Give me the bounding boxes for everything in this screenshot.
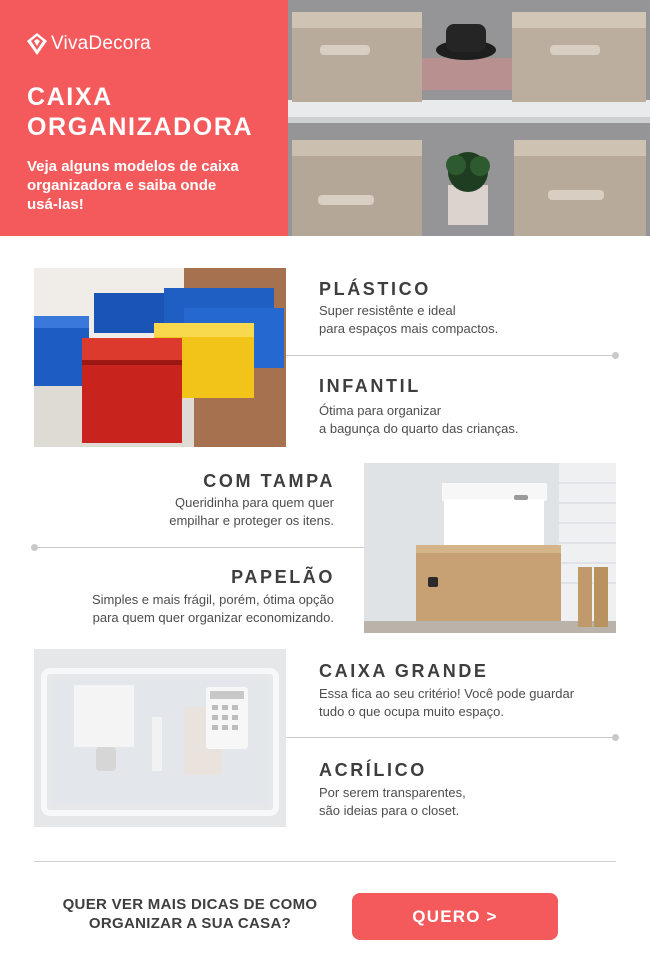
divider-dot: [612, 734, 619, 741]
photo-cardboard-boxes: [364, 463, 616, 633]
item-title-plastico: PLÁSTICO: [319, 279, 431, 299]
item-title-com-tampa: COM TAMPA: [203, 471, 335, 491]
item-title-acrilico: ACRÍLICO: [319, 760, 427, 780]
item-desc-plastico: Super resistênte e ideal para espaços mais compactos.: [319, 303, 499, 336]
item-desc-infantil: Ótima para organizar a bagunça do quarto das crianças.: [319, 403, 519, 436]
divider-dot: [612, 352, 619, 359]
divider-line: [286, 737, 616, 738]
hero-banner: [0, 0, 650, 236]
item-title-caixa-grande: CAIXA GRANDE: [319, 661, 489, 681]
item-title-infantil: INFANTIL: [319, 376, 421, 396]
brand-name: VivaDecora: [51, 33, 151, 54]
cta-question: QUER VER MAIS DICAS DE COMO ORGANIZAR A SUA CASA?: [62, 896, 318, 932]
diamond-logo-icon: [27, 33, 47, 55]
brand-logo[interactable]: [27, 33, 151, 55]
quero-button[interactable]: QUERO >: [352, 893, 558, 940]
hero-photo-shelves: [288, 0, 650, 236]
hero-title: CAIXA ORGANIZADORA: [27, 83, 254, 141]
divider-line: [286, 355, 616, 356]
hero-subtitle: Veja alguns modelos de caixa organizadora e saiba onde usá-las!: [27, 158, 239, 213]
photo-acrylic-box: [34, 649, 286, 827]
item-desc-com-tampa: Queridinha para quem quer empilhar e proteger os itens.: [169, 495, 334, 528]
divider-line: [34, 547, 364, 548]
footer-divider: [34, 861, 616, 862]
item-title-papelao: PAPELÃO: [231, 567, 335, 587]
item-desc-acrilico: Por serem transparentes, são ideias para o closet.: [319, 785, 466, 818]
item-desc-caixa-grande: Essa fica ao seu critério! Você pode guardar tudo o que ocupa muito espaço.: [319, 686, 575, 719]
hero-panel: [0, 0, 288, 236]
photo-plastic-boxes: [34, 268, 286, 447]
item-desc-papelao: Simples e mais frágil, porém, ótima opção para quem quer organizar economizando.: [91, 592, 334, 625]
